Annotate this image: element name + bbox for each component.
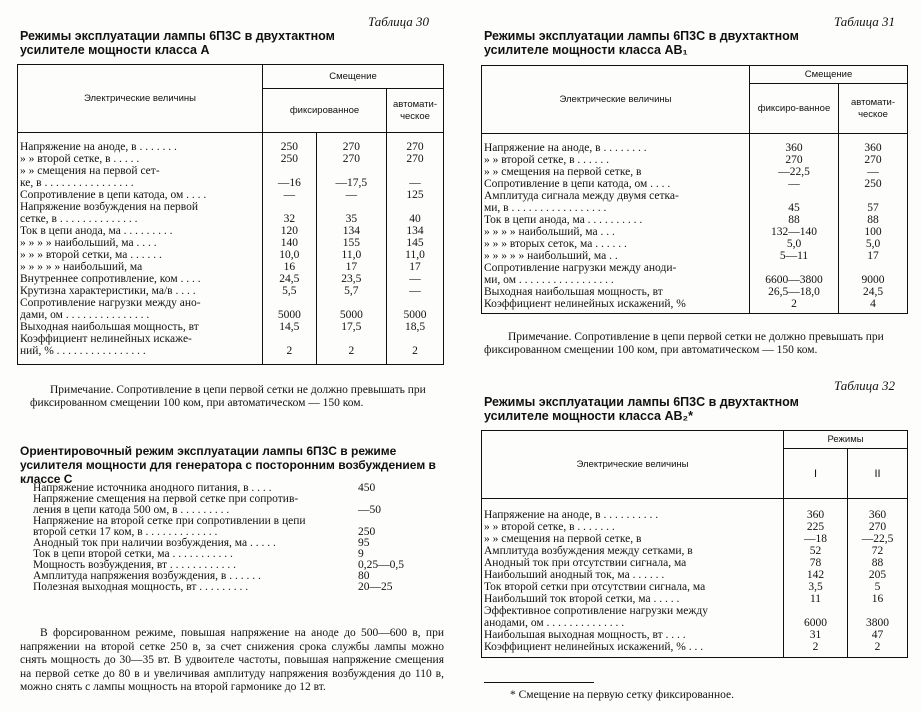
list-item-label: Напряжение на второй сетке при сопротивлении в цепи bbox=[33, 515, 306, 527]
row-label: Амплитуда возбуждения между сетками, в bbox=[484, 544, 693, 557]
cell-auto: 270 bbox=[387, 153, 444, 165]
row-label: » » » второй сетки, ма . . . . . . bbox=[20, 248, 162, 261]
cell-fixed-a bbox=[263, 165, 317, 177]
cell-auto bbox=[387, 165, 444, 177]
cell-mode-1 bbox=[784, 605, 848, 617]
row-label: » » второй сетке, в . . . . . . . bbox=[484, 520, 615, 533]
orient-title: Ориентировочный режим эксплуатации лампы 6П3С в режиме усилителя мощности для генератора с посторонним возбуждением в классе С bbox=[20, 444, 436, 486]
row-label: » » второй сетке, в . . . . . . bbox=[484, 153, 610, 166]
cell-auto: 18,5 bbox=[387, 321, 444, 333]
cell-fixed-b: 35 bbox=[316, 213, 386, 225]
cell-mode-1: 225 bbox=[784, 521, 848, 533]
cell-fixed: 26,5—18,0 bbox=[750, 286, 839, 298]
cell-auto: 125 bbox=[387, 189, 444, 201]
col-header-auto: автомати-ческое bbox=[387, 89, 444, 133]
row-label: Выходная наибольшая мощность, вт bbox=[20, 320, 199, 333]
list-item-value: 20—25 bbox=[358, 581, 393, 593]
row-label: Анодный ток при отсутствии сигнала, ма bbox=[484, 556, 687, 569]
table-row bbox=[18, 201, 444, 213]
table-row bbox=[482, 499, 908, 521]
col-header-quantities: Электрические величины bbox=[482, 431, 784, 499]
table-30-title: Режимы эксплуатации лампы 6П3С в двухтактном усилителе мощности класса А bbox=[20, 29, 335, 57]
cell-mode-2: 205 bbox=[848, 569, 908, 581]
list-item bbox=[33, 582, 404, 593]
row-label: анодами, ом . . . . . . . . . . . . . . bbox=[484, 616, 625, 629]
cell-fixed-b bbox=[316, 165, 386, 177]
cell-auto: 17 bbox=[387, 261, 444, 273]
cell-mode-1: 360 bbox=[784, 499, 848, 521]
cell-mode-2: 16 bbox=[848, 593, 908, 605]
table-row bbox=[18, 273, 444, 285]
row-label: Сопротивление нагрузки между аноди- bbox=[484, 261, 677, 274]
row-label: Напряжение на аноде, в . . . . . . . bbox=[20, 140, 177, 153]
table-row bbox=[18, 297, 444, 309]
list-item-value: —50 bbox=[358, 504, 381, 516]
table-30-number: Таблица 30 bbox=[368, 14, 430, 29]
table-30-note: Примечание. Сопротивление в цепи первой сетки не должно превышать при фиксированном смещении 100 ком, при автоматическом — 150 ком. bbox=[30, 384, 426, 409]
list-item-value: 9 bbox=[358, 548, 364, 560]
table-row bbox=[482, 226, 908, 238]
cell-fixed-b: 155 bbox=[316, 237, 386, 249]
row-label: Ток второй сетки при отсутствии сигнала, ма bbox=[484, 580, 706, 593]
table-row bbox=[18, 177, 444, 189]
cell-auto: 88 bbox=[839, 214, 908, 226]
cell-auto bbox=[387, 297, 444, 309]
row-label: ний, % . . . . . . . . . . . . . . . . bbox=[20, 344, 146, 357]
cell-mode-1: —18 bbox=[784, 533, 848, 545]
cell-auto: 360 bbox=[839, 134, 908, 154]
cell-auto: 24,5 bbox=[839, 286, 908, 298]
cell-auto: 5000 bbox=[387, 309, 444, 321]
row-label: Внутреннее сопротивление, ком . . . . bbox=[20, 272, 201, 285]
cell-fixed: 45 bbox=[750, 202, 839, 214]
cell-mode-2: —22,5 bbox=[848, 533, 908, 545]
cell-mode-1: 78 bbox=[784, 557, 848, 569]
row-label: Напряжение на аноде, в . . . . . . . . . . bbox=[484, 508, 659, 521]
col-header-mode-2: II bbox=[848, 449, 908, 499]
footnote-rule bbox=[484, 682, 594, 683]
list-item-value: 95 bbox=[358, 537, 370, 549]
row-label: Коэффициент нелинейных искажений, % . . . bbox=[484, 640, 704, 653]
list-item-label: ления в цепи катода 500 ом, в . . . . . . . . . bbox=[33, 504, 230, 516]
table-row bbox=[482, 557, 908, 569]
table-row bbox=[18, 153, 444, 165]
list-item-value: 450 bbox=[358, 482, 376, 494]
table-row bbox=[482, 617, 908, 629]
cell-fixed-a bbox=[263, 201, 317, 213]
list-item-label: Мощность возбуждения, вт . . . . . . . . . . . . bbox=[33, 559, 237, 571]
cell-auto: — bbox=[387, 285, 444, 297]
cell-fixed-a: 250 bbox=[263, 133, 317, 153]
row-label: дами, ом . . . . . . . . . . . . . . . bbox=[20, 308, 150, 321]
table-row bbox=[482, 641, 908, 653]
cell-auto bbox=[839, 190, 908, 202]
table-row bbox=[18, 333, 444, 345]
table-row bbox=[18, 133, 444, 153]
cell-fixed-b: 23,5 bbox=[316, 273, 386, 285]
col-header-quantities: Электрические величины bbox=[482, 66, 750, 134]
row-label: » » смещения на первой сетке, в bbox=[484, 532, 642, 545]
table-31-number: Таблица 31 bbox=[834, 14, 896, 29]
row-label: » » второй сетке, в . . . . . bbox=[20, 152, 140, 165]
cell-fixed: 360 bbox=[750, 134, 839, 154]
col-header-auto: автомати-ческое bbox=[839, 84, 908, 134]
cell-fixed-b: — bbox=[316, 189, 386, 201]
cell-mode-1: 2 bbox=[784, 641, 848, 653]
col-header-mode-1: I bbox=[784, 449, 848, 499]
list-item-label: Ток в цепи второй сетки, ма . . . . . . . . . . . bbox=[33, 548, 233, 560]
row-label: сетке, в . . . . . . . . . . . . . . bbox=[20, 212, 138, 225]
table-row bbox=[482, 262, 908, 274]
table-31 bbox=[481, 65, 908, 314]
cell-auto: — bbox=[387, 177, 444, 189]
list-item-value: 0,25—0,5 bbox=[358, 559, 404, 571]
cell-auto bbox=[387, 333, 444, 345]
cell-auto: 9000 bbox=[839, 274, 908, 286]
list-item-label: Напряжение источника анодного питания, в . . . . bbox=[33, 482, 272, 494]
row-label: Ток в цепи анода, ма . . . . . . . . . bbox=[20, 224, 173, 237]
cell-auto: — bbox=[839, 166, 908, 178]
table-row bbox=[482, 521, 908, 533]
cell-auto: 40 bbox=[387, 213, 444, 225]
table-row bbox=[482, 629, 908, 641]
cell-fixed-a: —16 bbox=[263, 177, 317, 189]
cell-fixed-a: 120 bbox=[263, 225, 317, 237]
cell-fixed: 5,0 bbox=[750, 238, 839, 250]
row-label: Сопротивление нагрузки между ано- bbox=[20, 296, 201, 309]
cell-fixed bbox=[750, 262, 839, 274]
row-label: Коэффициент нелинейных искажений, % bbox=[484, 297, 686, 310]
list-item-label: Амплитуда напряжения возбуждения, в . . . . . . bbox=[33, 570, 261, 582]
table-row bbox=[18, 249, 444, 261]
table-row bbox=[18, 213, 444, 225]
table-row bbox=[482, 202, 908, 214]
cell-fixed-b: 5,7 bbox=[316, 285, 386, 297]
col-header-bias: Смещение bbox=[750, 66, 908, 84]
cell-fixed-a: 32 bbox=[263, 213, 317, 225]
row-label: Наибольший анодный ток, ма . . . . . . bbox=[484, 568, 665, 581]
row-label: Сопротивление в цепи катода, ом . . . . bbox=[484, 177, 671, 190]
cell-fixed-b: 17,5 bbox=[316, 321, 386, 333]
row-label: Наибольшая выходная мощность, вт . . . . bbox=[484, 628, 686, 641]
cell-fixed-b bbox=[316, 297, 386, 309]
col-header-fixed: фиксированное bbox=[263, 89, 387, 133]
row-label: Сопротивление в цепи катода, ом . . . . bbox=[20, 188, 207, 201]
orient-list bbox=[33, 483, 404, 593]
row-label: Эффективное сопротивление нагрузки между bbox=[484, 604, 708, 617]
table-row bbox=[482, 134, 908, 154]
cell-mode-1: 31 bbox=[784, 629, 848, 641]
cell-fixed-a bbox=[263, 297, 317, 309]
cell-mode-1: 3,5 bbox=[784, 581, 848, 593]
cell-fixed: 132—140 bbox=[750, 226, 839, 238]
list-item-label: Анодный ток при наличии возбуждения, ма . . . . . bbox=[33, 537, 276, 549]
cell-fixed-b: 5000 bbox=[316, 309, 386, 321]
cell-fixed-a: — bbox=[263, 189, 317, 201]
cell-auto: 250 bbox=[839, 178, 908, 190]
list-item-value: 80 bbox=[358, 570, 370, 582]
cell-auto: 270 bbox=[387, 133, 444, 153]
cell-fixed: 5—11 bbox=[750, 250, 839, 262]
row-label: Наибольший ток второй сетки, ма . . . . . bbox=[484, 592, 680, 605]
table-row bbox=[18, 321, 444, 333]
cell-fixed-b: 270 bbox=[316, 153, 386, 165]
row-label: » » » » » наибольший, ма bbox=[20, 260, 143, 273]
cell-mode-2 bbox=[848, 605, 908, 617]
col-header-quantities: Электрические величины bbox=[18, 65, 263, 133]
cell-fixed: 270 bbox=[750, 154, 839, 166]
list-item-value: 250 bbox=[358, 526, 376, 538]
table-row bbox=[18, 261, 444, 273]
cell-fixed-b: 11,0 bbox=[316, 249, 386, 261]
table-row bbox=[18, 165, 444, 177]
table-31-note: Примечание. Сопротивление в цепи первой сетки не должно превышать при фиксированном смещении 100 ком, при автоматическом — 150 ком. bbox=[484, 331, 884, 356]
list-item-label: Напряжение смещения на первой сетке при сопротив- bbox=[33, 493, 299, 505]
table-row bbox=[482, 298, 908, 310]
table-row bbox=[482, 581, 908, 593]
list-item-label: Полезная выходная мощность, вт . . . . . . . . . bbox=[33, 581, 249, 593]
cell-fixed-b: 134 bbox=[316, 225, 386, 237]
cell-fixed: 2 bbox=[750, 298, 839, 310]
row-label: ке, в . . . . . . . . . . . . . . . . bbox=[20, 176, 134, 189]
cell-fixed-a: 5,5 bbox=[263, 285, 317, 297]
row-label: » » смещения на первой сетке, в bbox=[484, 165, 642, 178]
cell-fixed: 6600—3800 bbox=[750, 274, 839, 286]
table-30 bbox=[17, 64, 444, 365]
cell-auto: 4 bbox=[839, 298, 908, 310]
cell-auto: 57 bbox=[839, 202, 908, 214]
table-32 bbox=[481, 430, 908, 658]
list-item-label: второй сетки 17 ком, в . . . . . . . . . . . . . bbox=[33, 526, 218, 538]
table-row bbox=[482, 286, 908, 298]
cell-auto: 11,0 bbox=[387, 249, 444, 261]
table-32-number: Таблица 32 bbox=[834, 378, 896, 393]
cell-fixed-a: 16 bbox=[263, 261, 317, 273]
cell-fixed-a: 10,0 bbox=[263, 249, 317, 261]
cell-fixed-b: —17,5 bbox=[316, 177, 386, 189]
cell-auto: 5,0 bbox=[839, 238, 908, 250]
table-row bbox=[482, 214, 908, 226]
cell-fixed-b: 17 bbox=[316, 261, 386, 273]
row-label: Коэффициент нелинейных искаже- bbox=[20, 332, 192, 345]
orient-paragraph: В форсированном режиме, повышая напряжение на аноде до 500—600 в, при напряжении на второй сетке 250 в, за счет снижения срока службы лампы можно снять мощность до 30—35 вт. В удвоителе частоты, повышая напряжение смещения на первой сетке до 80 в и увеличивая амплитуду напряжения возбуждения до 110 в, можно снять с лампы мощность на второй гармонике до 12 вт. bbox=[20, 627, 444, 693]
row-label: » » » » » наибольший, ма . . bbox=[484, 249, 618, 262]
cell-fixed-b bbox=[316, 333, 386, 345]
table-row bbox=[482, 250, 908, 262]
table-row bbox=[18, 345, 444, 357]
table-row bbox=[482, 605, 908, 617]
row-label: Напряжение на аноде, в . . . . . . . . bbox=[484, 141, 647, 154]
row-label: » » смещения на первой сет- bbox=[20, 164, 160, 177]
cell-fixed-b: 2 bbox=[316, 345, 386, 357]
cell-fixed-a: 140 bbox=[263, 237, 317, 249]
cell-fixed: 88 bbox=[750, 214, 839, 226]
cell-auto bbox=[839, 262, 908, 274]
cell-fixed-a: 2 bbox=[263, 345, 317, 357]
table-32-title: Режимы эксплуатации лампы 6П3С в двухтактном усилителе мощности класса АВ₂* bbox=[484, 395, 799, 423]
table-row bbox=[482, 274, 908, 286]
cell-auto: 145 bbox=[387, 237, 444, 249]
cell-mode-2: 72 bbox=[848, 545, 908, 557]
table-row bbox=[482, 545, 908, 557]
cell-auto: 17 bbox=[839, 250, 908, 262]
row-label: Амплитуда сигнала между двумя сетка- bbox=[484, 189, 679, 202]
row-label: Крутизна характеристики, ма/в . . . . bbox=[20, 284, 196, 297]
cell-fixed-a: 14,5 bbox=[263, 321, 317, 333]
row-label: » » » » наибольший, ма . . . . bbox=[20, 236, 157, 249]
table-row bbox=[482, 154, 908, 166]
cell-fixed: —22,5 bbox=[750, 166, 839, 178]
cell-auto: — bbox=[387, 273, 444, 285]
cell-auto: 100 bbox=[839, 226, 908, 238]
cell-mode-2: 47 bbox=[848, 629, 908, 641]
table-31-title: Режимы эксплуатации лампы 6П3С в двухтактном усилителе мощности класса АВ₁ bbox=[484, 29, 799, 57]
table-row bbox=[482, 178, 908, 190]
row-label: Напряжение возбуждения на первой bbox=[20, 200, 199, 213]
table-row bbox=[482, 166, 908, 178]
cell-mode-1: 52 bbox=[784, 545, 848, 557]
table-row bbox=[18, 189, 444, 201]
col-header-bias: Смещение bbox=[263, 65, 444, 89]
cell-fixed-a: 250 bbox=[263, 153, 317, 165]
cell-mode-2: 270 bbox=[848, 521, 908, 533]
cell-fixed-b: 270 bbox=[316, 133, 386, 153]
cell-mode-2: 3800 bbox=[848, 617, 908, 629]
row-label: ми, в . . . . . . . . . . . . . . . . . bbox=[484, 201, 607, 214]
table-row bbox=[482, 593, 908, 605]
cell-fixed-b bbox=[316, 201, 386, 213]
table-row bbox=[18, 285, 444, 297]
cell-mode-1: 11 bbox=[784, 593, 848, 605]
row-label: ми, ом . . . . . . . . . . . . . . . . . bbox=[484, 273, 614, 286]
cell-mode-2: 360 bbox=[848, 499, 908, 521]
table-row bbox=[482, 238, 908, 250]
cell-fixed-a: 24,5 bbox=[263, 273, 317, 285]
col-header-fixed: фиксиро-ванное bbox=[750, 84, 839, 134]
table-row bbox=[18, 309, 444, 321]
row-label: Выходная наибольшая мощность, вт bbox=[484, 285, 663, 298]
table-row bbox=[482, 190, 908, 202]
cell-fixed-a: 5000 bbox=[263, 309, 317, 321]
row-label: » » » » наибольший, ма . . . bbox=[484, 225, 615, 238]
row-label: Ток в цепи анода, ма . . . . . . . . . . bbox=[484, 213, 643, 226]
cell-mode-2: 2 bbox=[848, 641, 908, 653]
cell-mode-2: 5 bbox=[848, 581, 908, 593]
cell-auto: 2 bbox=[387, 345, 444, 357]
table-row bbox=[18, 237, 444, 249]
cell-fixed: — bbox=[750, 178, 839, 190]
table-row bbox=[482, 569, 908, 581]
cell-auto: 134 bbox=[387, 225, 444, 237]
col-header-modes: Режимы bbox=[784, 431, 908, 449]
cell-auto bbox=[387, 201, 444, 213]
cell-auto: 270 bbox=[839, 154, 908, 166]
table-row bbox=[482, 533, 908, 545]
row-label: » » » вторых сеток, ма . . . . . . bbox=[484, 237, 627, 250]
table-32-footnote: * Смещение на первую сетку фиксированное. bbox=[510, 689, 734, 701]
table-row bbox=[18, 225, 444, 237]
cell-fixed bbox=[750, 190, 839, 202]
cell-mode-1: 6000 bbox=[784, 617, 848, 629]
cell-mode-2: 88 bbox=[848, 557, 908, 569]
cell-mode-1: 142 bbox=[784, 569, 848, 581]
cell-fixed-a bbox=[263, 333, 317, 345]
